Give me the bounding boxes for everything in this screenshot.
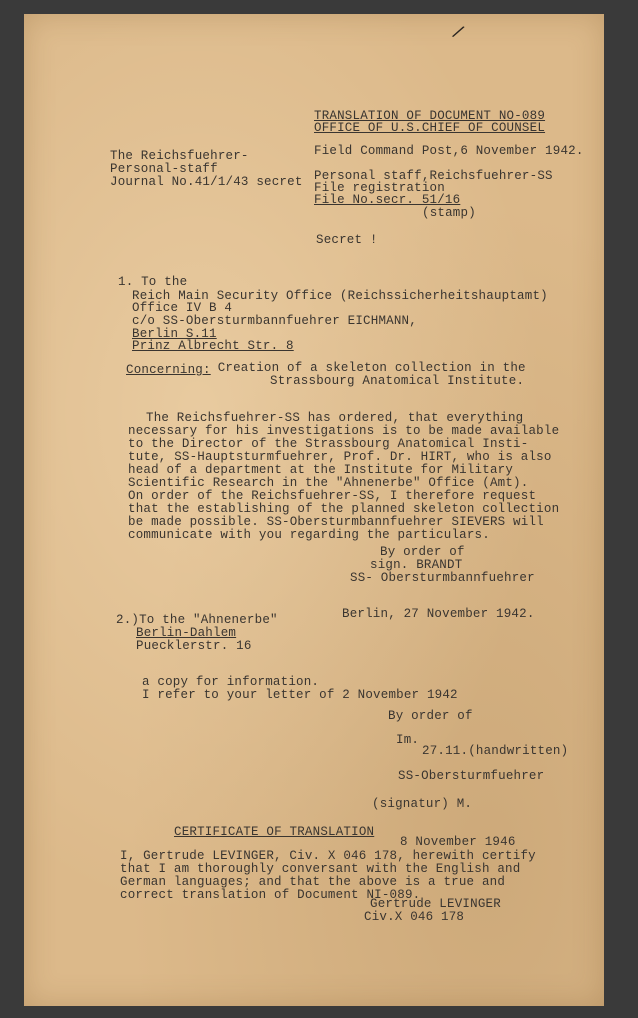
certificate-line-1: I, Gertrude LEVINGER, Civ. X 046 178, herewith certify <box>120 849 536 863</box>
recipient-line-1: 1. To the <box>118 275 188 289</box>
copy-line-1: a copy for information. <box>142 675 320 689</box>
recipient-line-4: c/o SS-Obersturmbannfuehrer EICHMANN, <box>132 314 417 328</box>
second-recipient-line-2: Berlin-Dahlem <box>136 626 237 640</box>
signature1-line-1: By order of <box>380 545 465 559</box>
body-line-6: Scientific Research in the "Ahnenerbe" Office (Amt). <box>128 476 529 490</box>
body-line-9: be made possible. SS-Obersturmbannfuehrer SIEVERS will <box>128 515 544 529</box>
signature1-line-2: sign. BRANDT <box>370 558 463 572</box>
registration-stamp: (stamp) <box>422 206 476 220</box>
concerning-text-line-2: Strassbourg Anatomical Institute. <box>270 374 525 388</box>
body-line-1: The Reichsfuehrer-SS has ordered, that everything <box>146 411 524 425</box>
body-line-3: to the Director of the Strassbourg Anatomical Insti- <box>128 437 529 451</box>
command-post: Field Command Post,6 November 1942. <box>314 144 584 158</box>
secret-label: Secret ! <box>316 233 378 247</box>
certificate-line-3: German languages; and that the above is a true and <box>120 875 506 889</box>
body-line-5: head of a department at the Institute for Military <box>128 463 514 477</box>
body-line-8: that the establishing of the planned skeleton collection <box>128 502 560 516</box>
registration-line-2: File registration <box>314 181 445 195</box>
body-line-7: On order of the Reichsfuehrer-SS, I therefore request <box>128 489 537 503</box>
body-line-4: tute, SS-Hauptsturmfuehrer, Prof. Dr. HIRT, who is also <box>128 450 552 464</box>
recipient-line-2: Reich Main Security Office (Reichssicherheitshauptamt) <box>132 289 548 303</box>
certificate-sign-line-2: Civ.X 046 178 <box>364 910 465 924</box>
concerning-label: Concerning: <box>126 363 211 377</box>
ink-mark: / <box>448 22 466 46</box>
certificate-title: CERTIFICATE OF TRANSLATION <box>174 825 375 839</box>
second-date: Berlin, 27 November 1942. <box>342 607 535 621</box>
sender-line-3: Journal No.41/1/43 secret <box>110 175 303 189</box>
body-line-10: communicate with you regarding the particulars. <box>128 528 490 542</box>
signature2-line-2: Im. <box>396 733 420 747</box>
sender-line-2: Personal-staff <box>110 162 218 176</box>
concerning-text-line-1: Creation of a skeleton collection in the <box>210 361 526 375</box>
sender-line-1: The Reichsfuehrer- <box>110 149 249 163</box>
certificate-date: 8 November 1946 <box>400 835 516 849</box>
body-line-2: necessary for his investigations is to be made available <box>128 424 560 438</box>
signature2-line-5: (signatur) M. <box>372 797 473 811</box>
certificate-line-4: correct translation of Document NI-089. <box>120 888 421 902</box>
certificate-line-2: that I am thoroughly conversant with the English and <box>120 862 521 876</box>
signature1-line-3: SS- Obersturmbannfuehrer <box>350 571 535 585</box>
signature2-line-4: SS-Obersturmfuehrer <box>398 769 545 783</box>
recipient-line-6: Prinz Albrecht Str. 8 <box>132 339 294 353</box>
second-recipient-line-1: 2.)To the "Ahnenerbe" <box>116 613 278 627</box>
certificate-sign-line-1: Gertrude LEVINGER <box>370 897 501 911</box>
translation-header-line-1: TRANSLATION OF DOCUMENT NO-089 <box>314 109 546 123</box>
signature2-line-3: 27.11.(handwritten) <box>422 744 569 758</box>
registration-line-3: File No.secr. 51/16 <box>314 193 461 207</box>
copy-line-2: I refer to your letter of 2 November 1942 <box>142 688 458 702</box>
registration-line-1: Personal staff,Reichsfuehrer-SS <box>314 169 553 183</box>
recipient-line-5: Berlin S.11 <box>132 327 217 341</box>
recipient-line-3: Office IV B 4 <box>132 301 233 315</box>
second-recipient-line-3: Puecklerstr. 16 <box>136 639 252 653</box>
signature2-line-1: By order of <box>388 709 473 723</box>
translation-header-line-2: OFFICE OF U.S.CHIEF OF COUNSEL <box>314 121 546 135</box>
document-page <box>24 14 604 1006</box>
